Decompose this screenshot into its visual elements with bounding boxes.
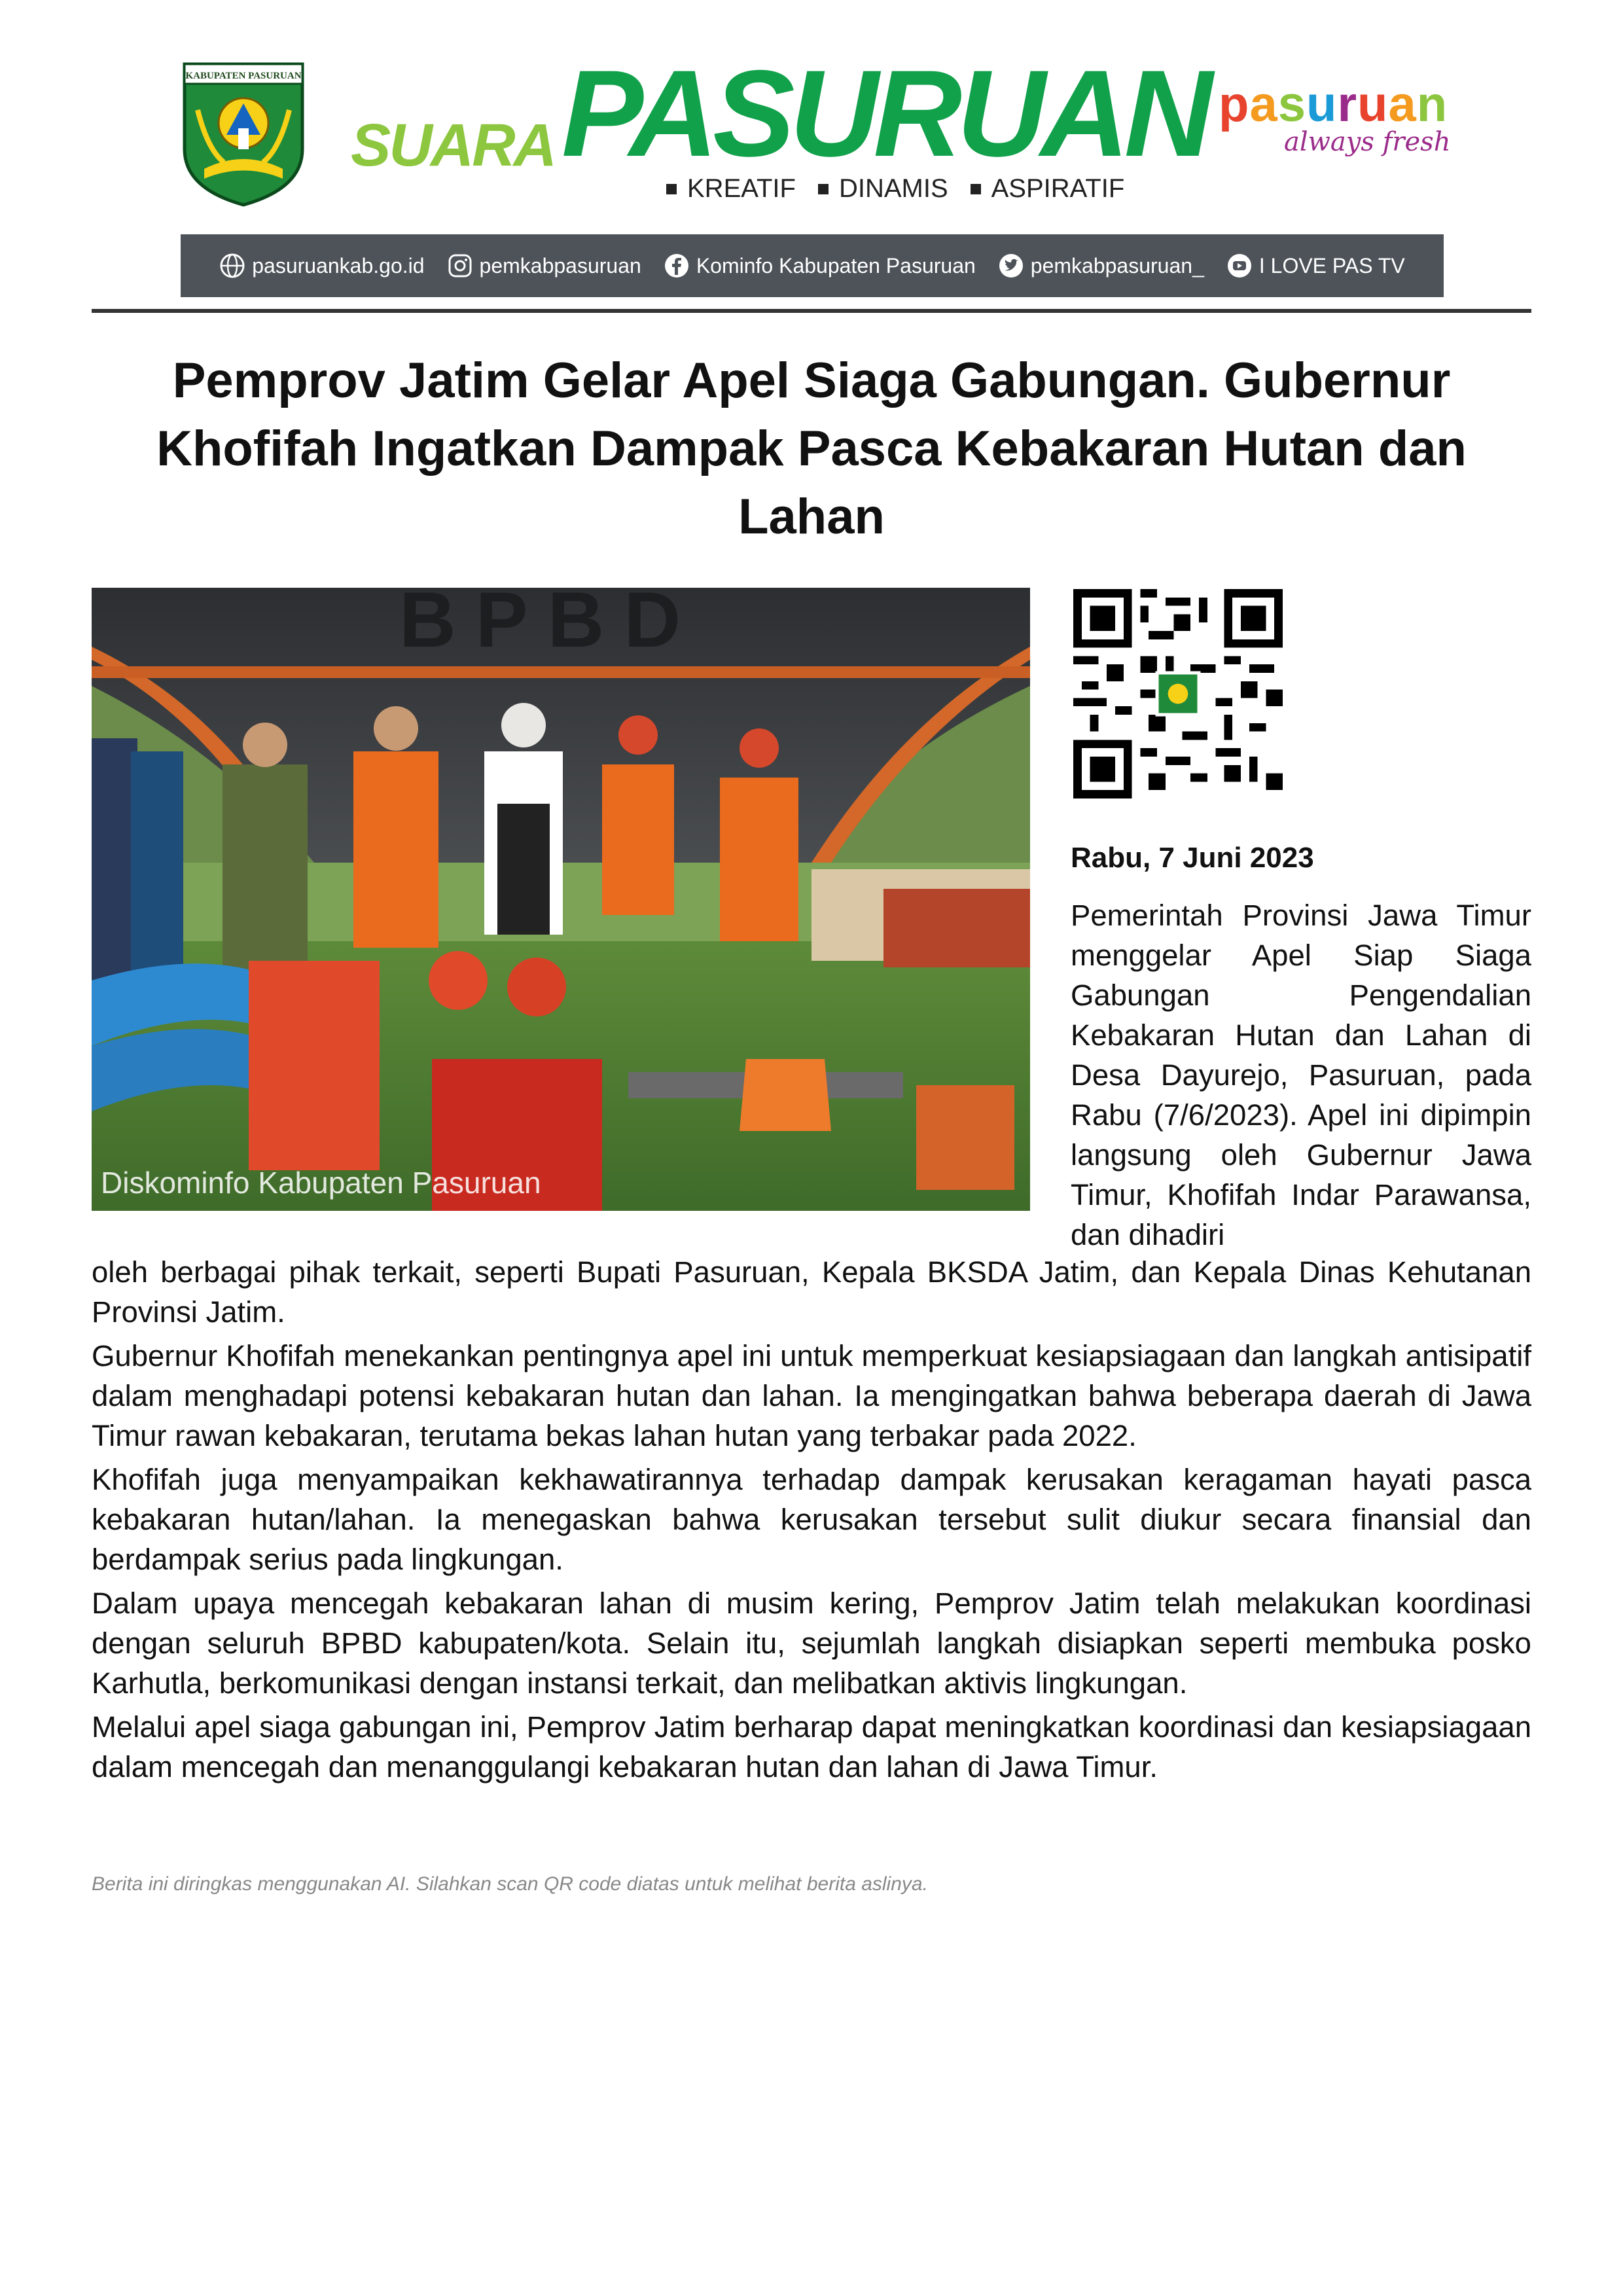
social-twitter[interactable] xyxy=(998,253,1204,279)
ai-summary-footnote: Berita ini diringkas menggunakan AI. Silahkan scan QR code diatas untuk melihat berita aslinya. xyxy=(92,1873,928,1895)
social-youtube[interactable] xyxy=(1226,253,1405,279)
social-instagram[interactable] xyxy=(447,253,641,279)
article-headline: Pemprov Jatim Gelar Apel Siaga Gabungan. Gubernur Khofifah Ingatkan Dampak Pasca Kebakaran Hutan dan Lahan xyxy=(156,353,1467,545)
brand-pasuruan: PASURUAN xyxy=(562,45,1208,182)
globe-icon xyxy=(219,253,245,279)
body-paragraph: Khofifah juga menyampaikan kekhawatirannya terhadap dampak kerusakan keragaman hayati pasca kebakaran hutan/lahan. Ia menegaskan bahwa kerusakan tersebut sulit diukur secara finansial dan berdampak serius pada lingkungan. xyxy=(92,1463,1531,1576)
facebook-icon xyxy=(664,253,690,279)
crest-text: KABUPATEN PASURUAN xyxy=(185,71,302,81)
tourism-brand-tag: always fresh xyxy=(1284,127,1451,157)
youtube-icon xyxy=(1226,253,1253,279)
tagline-item xyxy=(666,174,796,204)
header-divider xyxy=(92,309,1531,313)
bullet-square-icon xyxy=(666,184,677,194)
brand-letter: s xyxy=(1277,77,1306,132)
tagline-label: DINAMIS xyxy=(838,174,948,203)
article-photo xyxy=(92,588,1030,1211)
tagline-item xyxy=(971,174,1125,204)
tourism-brand-word xyxy=(1219,79,1454,131)
social-label: Kominfo Kabupaten Pasuruan xyxy=(696,253,976,278)
photo-credit: Diskominfo Kabupaten Pasuruan xyxy=(101,1166,541,1200)
brand-letter: r xyxy=(1337,77,1358,132)
tagline-item xyxy=(818,174,948,204)
social-label: pemkabpasuruan_ xyxy=(1030,253,1204,278)
social-media-bar xyxy=(181,234,1444,297)
tagline-label: KREATIF xyxy=(687,174,796,203)
brand-suara: SUARA xyxy=(351,112,556,179)
article-body xyxy=(92,1252,1531,1791)
lead-paragraph-continued: oleh berbagai pihak terkait, seperti Bupati Pasuruan, Kepala BKSDA Jatim, dan Kepala Dinas Kehutanan Provinsi Jatim. xyxy=(92,1255,1531,1329)
social-website[interactable] xyxy=(219,253,424,279)
masthead-logo xyxy=(347,45,1208,182)
article-date: Rabu, 7 Juni 2023 xyxy=(1071,842,1314,874)
brand-letter: u xyxy=(1306,77,1338,132)
brand-letter: u xyxy=(1357,77,1389,132)
tagline xyxy=(666,174,1190,204)
body-paragraph: Dalam upaya mencegah kebakaran lahan di musim kering, Pemprov Jatim telah melakukan koordinasi dengan seluruh BPBD kabupaten/kota. Selain itu, sejumlah langkah disiapkan seperti membuka posko Karhutla, berkomunikasi dengan instansi terkait, dan melibatkan aktivis lingkungan. xyxy=(92,1587,1531,1700)
brand-letter: n xyxy=(1416,77,1448,132)
qr-code[interactable] xyxy=(1073,589,1283,798)
body-paragraph: Melalui apel siaga gabungan ini, Pemprov Jatim berharap dapat meningkatkan koordinasi dan kesiapsiagaan dalam mencegah dan menanggulangi kebakaran hutan dan lahan di Jawa Timur. xyxy=(92,1710,1531,1784)
body-paragraph: Gubernur Khofifah menekankan pentingnya apel ini untuk memperkuat kesiapsiagaan dan langkah antisipatif dalam menghadapi potensi kebakaran hutan dan lahan. Ia mengingatkan bahwa beberapa daerah di Jawa Timur rawan kebakaran, terutama bekas lahan hutan yang terbakar pada 2022. xyxy=(92,1339,1531,1452)
pasuruan-always-fresh-logo xyxy=(1219,79,1454,177)
bullet-square-icon xyxy=(971,184,981,194)
photo-banner-text: BPBD xyxy=(399,588,701,664)
brand-letter: p xyxy=(1219,77,1250,132)
regency-crest-logo xyxy=(178,51,309,208)
social-label: pemkabpasuruan xyxy=(479,253,641,278)
social-label: pasuruankab.go.id xyxy=(252,253,425,278)
social-label: I LOVE PAS TV xyxy=(1258,253,1405,278)
twitter-icon xyxy=(998,253,1024,279)
photo-illustration xyxy=(92,588,1030,1211)
social-facebook[interactable] xyxy=(664,253,976,279)
tagline-label: ASPIRATIF xyxy=(991,174,1125,203)
brand-letter: a xyxy=(1388,77,1417,132)
instagram-icon xyxy=(447,253,473,279)
lead-paragraph-side: Pemerintah Provinsi Jawa Timur menggelar Apel Siap Siaga Gabungan Pengendalian Kebakaran Hutan dan Lahan di Desa Dayurejo, Pasuruan, pada Rabu (7/6/2023). Apel ini dipimpin langsung oleh Gubernur Jawa Timur, Khofifah Indar Parawansa, dan dihadiri xyxy=(1071,899,1531,1251)
brand-letter: a xyxy=(1249,77,1278,132)
bullet-square-icon xyxy=(818,184,829,194)
